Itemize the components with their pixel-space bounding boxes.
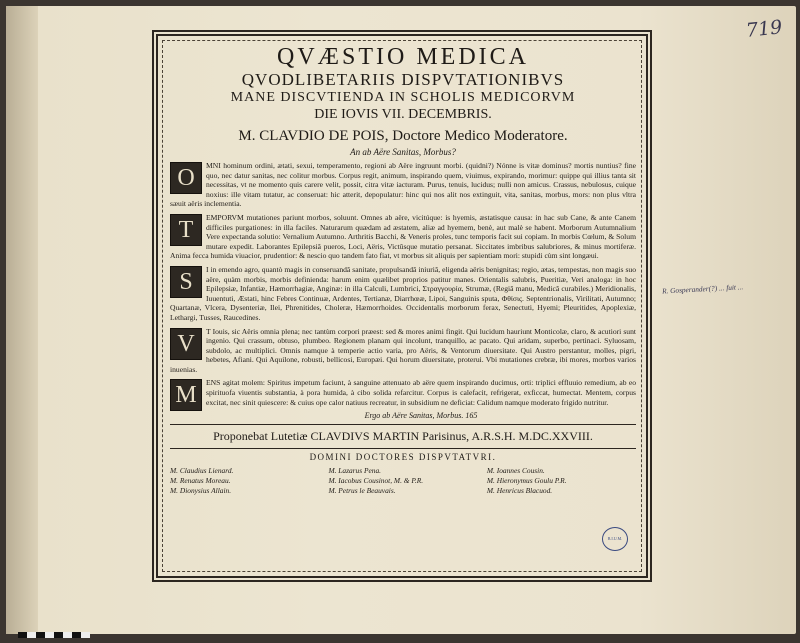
drop-cap: O bbox=[170, 162, 202, 194]
divider bbox=[170, 448, 636, 449]
paragraph-5 bbox=[170, 378, 636, 407]
title-line-4: DIE IOVIS VII. DECEMBRIS. bbox=[314, 107, 492, 122]
doctor-name: M. Petrus le Beauvais. bbox=[328, 486, 396, 496]
paragraph-4 bbox=[170, 327, 636, 375]
drop-cap: V bbox=[170, 328, 202, 360]
paragraph-text: ENS agitat molem: Spiritus impetum faciunt, à sanguine attenuato ab aëre quem inspirando ducimus, orti: triplici effluuio remedium, ab eo spirituofa viuentis substantia, à pora humida, à cibo solida refarcitur. Corpus is calefacit, refrigerat, exficcat, humectat. Mentem, corpus excitat, nec sinit quiescere: & cuius ope calor natiuus recreatur, in subsidium ne deficiat: Calidum namque moderato frigido nutritur. bbox=[206, 378, 636, 407]
doctors-column-2 bbox=[328, 466, 477, 496]
doctors-column-3 bbox=[487, 466, 636, 496]
library-stamp: B.I.U.M. bbox=[602, 527, 628, 551]
doctor-name: M. Iacobus Cousinot, M. & P.R. bbox=[328, 476, 424, 486]
drop-cap: S bbox=[170, 266, 202, 298]
paragraph-3 bbox=[170, 265, 636, 323]
doctor-name: M. Hieronymus Goulu P.R. bbox=[486, 476, 567, 486]
conclusion-line bbox=[170, 411, 636, 420]
doctor-name: M. Claudius Lienard. bbox=[170, 466, 234, 476]
paragraph-2 bbox=[170, 213, 636, 261]
folio-number: 719 bbox=[744, 16, 784, 42]
scale-ruler bbox=[18, 632, 90, 638]
doctor-name: M. Renatus Moreau. bbox=[170, 476, 231, 486]
doctor-name: M. Ioannes Cousin. bbox=[486, 466, 545, 476]
conclusion-text: Ergo ab Aëre Sanitas, Morbus. bbox=[364, 411, 464, 421]
doctors-heading: DOMINI DOCTORES DISPVTATVRI. bbox=[309, 452, 497, 463]
paragraph-text: T Iouis, sic Aëris omnia plena; nec tantùm corpori præest: sed & mores animi fingit. Qui lucidum hauriunt Monticolæ, claro, & acutiori sunt ingenio. Qui crassum, obtuso, plumbeo. Regionem planam qui incolunt, tranquillo, ac pacato. Qui aridam, superbo, pertinaci. Syluosam, subdolo, ac multiplici. Omnis namque à temperie actio varia, pro Aëris, & Ventorum diuersitate. Qui Austro perstantur, molles, pigri, hebetes, Afiani. Qui Aquilone, robusti, bellicosi, Europæi. Qui horum diuersitate, proterui. Vbi mutationes crebræ, ibi mores, morbos varios inuenias. bbox=[170, 326, 636, 374]
margin-handwritten-note: R. Gosperander(?) ... fuit ... bbox=[661, 282, 744, 296]
doctors-list bbox=[170, 466, 636, 496]
publication-line: Proponebat Lutetiæ CLAVDIVS MARTIN Parisinus, A.R.S.H. M.DC.XXVIII. bbox=[213, 429, 593, 444]
paragraph-text: EMPORVM mutationes pariunt morbos, soluunt. Omnes ab aëre, vicitúque: is hyemis, æstatisque causa: in hac sub Cane, & ante Canem difficiles purgationes: in illa faciles. Naturarum quædam ad æstatem, aliæ ad hyemem, benè, aut malè se habent. Morborum Autumnalium Vere expectanda solutio: Vernalium Autumno. Arthritis Bacchi, & Veneris proles, tunc temporis facit sui copiam. In morbis Cœlum, & Solum mutare expedit. Laborantes Epilepsiâ pueros, Loci, Aëris, Victûsque mutatio persanat. Siccitates imbribus salubriores, & minus mortiferæ. Anima fecca humida viuacior, prudentior: & nescio quo tandem fato fiat, vt morbus sit aliquis per sapientiam mori: stupidi cùm sint longæui. bbox=[170, 212, 636, 261]
moderator-line: M. CLAVDIO DE POIS, Doctore Medico Moderatore. bbox=[238, 128, 568, 144]
doctor-name: M. Henricus Blacuod. bbox=[486, 486, 553, 496]
doctors-column-1 bbox=[170, 466, 319, 496]
drop-cap: T bbox=[170, 214, 202, 246]
divider bbox=[170, 424, 636, 425]
doctor-name: M. Lazarus Pena. bbox=[328, 466, 381, 476]
paragraph-1 bbox=[170, 161, 636, 209]
page-fold-shadow bbox=[6, 6, 38, 634]
paragraph-text: MNI hominum ordini, ætati, sexui, temperamento, regioni ab Aëre ingruunt morbi. (quidni?) Nónne is vitæ dominus? mortis nuntius? fine quo, nec datur sanitas, nec colitur morbus. Corpus regit, animum, inspirando quem, viuimus, expirando, morimur: quippe qui illius tanta sit necessitas, vt ne momento quis carere velit, possit, citra vitæ iacturam. Purus, tenuis, lucidus; nulli non amicus. Crassus, nebulosus, cuique noxius: ille vitam tutatur, ac conseruat: hic atterit, depopulatur: hinc qui nos alit nos extinguit, vita, sanitas, morbus, mors: non plus vltra sæuit aëris inclementia. bbox=[170, 161, 636, 209]
paragraph-text: I in emendo agro, quantò magis in conseruandâ sanitate, propulsandâ iniuriâ, eligenda aëris benignitas; regio, ætas, tempestas, non magis suo aëre, quàm morbis, morbis definienda: harum enim quælibet proprios patitur manes. Orientalis salubris, Pueritiæ, Veri analoga: in hoc Epilepsiæ, Infantiæ, Hæmorrhagiæ, Anginæ: in illa Calculi, Lumbrici, Στραγγουρία, Strumæ, (Regiâ manu, Medicâ curabiles.) Meridionalis, Iuuentuti, Æstati, hinc Febres Continuæ, Ardentes, Tertianæ, Diarrhœæ, Lipoi, Sanguinis sputa, Φθίσις. Septentrionalis, Virilitati, Autumno; Quartanæ, Vlcera, Dysenteriæ, Ilei, Phrenitides, Choleræ, Hæmorrhoides. Occidentalis morborum ferax, Senectuti, Hyemi; Pleuritides, Apoplexiæ, Lethargi, Tusses, Raucedines. bbox=[170, 264, 636, 322]
question-line: An ab Aëre Sanitas, Morbus? bbox=[350, 147, 456, 157]
title-line-1: QVÆSTIO MEDICA bbox=[277, 44, 529, 70]
drop-cap: M bbox=[170, 379, 202, 411]
thesis-content bbox=[170, 44, 636, 496]
title-line-3: MANE DISCVTIENDA IN SCHOLIS MEDICORVM bbox=[230, 90, 576, 105]
conclusion-handwritten: 165 bbox=[465, 411, 478, 421]
doctor-name: M. Dionysius Allain. bbox=[170, 486, 232, 496]
title-line-2: QVODLIBETARIIS DISPVTATIONIBVS bbox=[241, 70, 565, 89]
